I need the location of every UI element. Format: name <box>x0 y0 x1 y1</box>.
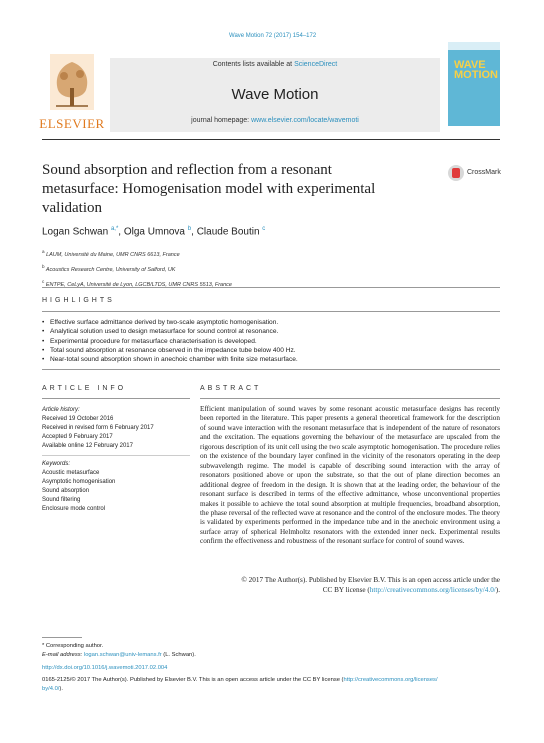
keyword: Enclosure mode control <box>42 506 106 512</box>
journal-cover-image <box>448 42 500 126</box>
cc-license-link[interactable]: http://creativecommons.org/licenses/by/4.0/ <box>369 585 496 594</box>
author-affiliation-marker[interactable]: a,* <box>110 226 119 232</box>
journal-homepage-link[interactable]: www.elsevier.com/locate/wavemoti <box>251 117 359 124</box>
highlights-top-rule <box>42 287 500 288</box>
footnote-rule <box>42 637 82 638</box>
history-entry: Available online 12 February 2017 <box>42 443 133 449</box>
highlight-item: • Total sound absorption at resonance observed in the impedance tube below 400 Hz. <box>42 346 500 355</box>
keywords-label: Keywords: <box>42 461 71 467</box>
abstract-heading: ABSTRACT <box>200 385 262 392</box>
abstract-rule <box>200 398 500 399</box>
author-name: Logan Schwan <box>42 226 109 238</box>
abstract-text: Efficient manipulation of sound waves by some resonant acoustic metasurface designs has recently been reported in the literature. This paper presents a general theoretical framework for the description of sound wave interaction with the resonant metasurface that is independent of the nature of resonators and the excitation. The equations governing the behaviour of the metasurface are upscaled from the rigorous description of its unit cell using the two scale asymptotic homogenisation. The procedure relies on the existence of the boundary layer confined in the vicinity of the resonators operating in the deep subwavelength regime. The model is capable of describing sound interaction with the array of resonators positioned above or upon the substrate, so that the out of plane direction becomes an additional degree of freedom in the design. It is shown that at the leading order, the behaviour of the resonant surface is described in terms of the effective admittance, whose unconventional properties makes it possible to achieve the total sound absorption at multiple frequencies, broadband absorption, the phase reversal of the reflected wave at resonance and the control of the enclosure modes. The theory is validated by experiments performed in the impedance tube and in the anechoic environment using a surface array of spherical Helmholtz resonators with the extended inner neck. Experimental results confirm the effectiveness and robustness of the resonant surface for control of sound waves. <box>200 405 500 546</box>
copyright-line: CC BY license (http://creativecommons.org/licenses/by/4.0/). <box>322 585 500 594</box>
keyword: Asymptotic homogenisation <box>42 479 116 485</box>
article-title: Sound absorption and reflection from a resonant metasurface: Homogenisation model with experimental validation <box>42 162 376 216</box>
journal-title: Wave Motion <box>231 86 319 103</box>
keywords-rule <box>42 455 190 456</box>
author-name: Olga Umnova <box>123 226 185 238</box>
doi-link[interactable]: http://dx.doi.org/10.1016/j.wavemoti.2017.02.004 <box>42 665 168 671</box>
author-affiliation-marker[interactable]: c <box>262 226 266 232</box>
author-name: Claude Boutin <box>196 226 260 238</box>
author-affiliation-marker[interactable]: b <box>187 226 192 232</box>
history-entry: Accepted 9 February 2017 <box>42 434 113 440</box>
affiliation-list <box>42 246 500 290</box>
footnote-email: E-mail address: logan.schwan@univ-lemans.fr (L. Schwan). <box>42 652 196 658</box>
affiliation: $^a$ LAUM, Université du Maine, UMR CNRS 6613, France <box>42 249 180 258</box>
crossmark-badge[interactable] <box>448 165 504 187</box>
highlights-bottom-rule <box>42 369 500 370</box>
highlights-list <box>42 318 500 364</box>
cover-title <box>454 60 498 80</box>
contents-line <box>110 61 440 68</box>
cover-top-bar <box>448 42 500 50</box>
sciencedirect-link[interactable]: ScienceDirect <box>294 61 338 68</box>
article-history-label: Article history: <box>42 407 80 413</box>
journal-reference-text[interactable]: Wave Motion 72 (2017) 154–172 <box>229 33 317 39</box>
article-history <box>42 406 192 451</box>
license-link-continued[interactable]: by/4.0/ <box>42 686 60 692</box>
license-line: 0165-2125/© 2017 The Author(s). Published by Elsevier B.V. This is an open access article under the CC BY license (http://creativecommons.org/licenses/ by/4.0/). <box>42 677 438 692</box>
affiliation: $^c$ ENTPE, CeLyA, Université de Lyon, LGCB/LTDS, UMR CNRS 5513, France <box>42 278 232 288</box>
author-list: Logan Schwan $^{a,*}$, Olga Umnova $^b$, Claude Boutin $^c$ <box>42 226 266 238</box>
corresponding-author-footnote <box>42 642 342 660</box>
affiliation: $^b$ Acoustics Research Centre, University of Salford, UK <box>42 263 176 273</box>
homepage-prefix: journal homepage: <box>191 117 252 124</box>
article-info-heading: ARTICLE INFO <box>42 385 127 392</box>
highlight-item: • Analytical solution used to design metasurface for sound control at resonance. <box>42 327 500 336</box>
cover-title-line-2: MOTION <box>454 69 498 81</box>
highlights-heading: HIGHLIGHTS <box>42 297 115 304</box>
keyword: Sound filtering <box>42 497 81 503</box>
keyword: Sound absorption <box>42 488 90 494</box>
crossmark-icon <box>448 165 464 181</box>
footnote-corresponding: * Corresponding author. <box>42 643 104 649</box>
history-entry: Received 19 October 2016 <box>42 416 114 422</box>
crossmark-label: CrossMark <box>467 169 501 176</box>
copyright-notice <box>200 576 500 595</box>
highlight-item: • Experimental procedure for metasurface characterisation is developed. <box>42 337 500 346</box>
elsevier-wordmark: ELSEVIER <box>39 116 105 131</box>
license-link[interactable]: http://creativecommons.org/licenses/ <box>343 677 438 683</box>
contents-prefix: Contents lists available at <box>212 61 295 68</box>
header-divider <box>42 139 500 140</box>
highlight-item: • Effective surface admittance derived by two-scale asymptotic homogenisation. <box>42 318 500 327</box>
email-link[interactable]: logan.schwan@univ-lemans.fr <box>83 652 162 658</box>
history-entry: Received in revised form 6 February 2017 <box>42 425 154 431</box>
copyright-line: © 2017 The Author(s). Published by Elsevier B.V. This is an open access article under the <box>241 576 500 584</box>
keyword: Acoustic metasurface <box>42 470 100 476</box>
cover-title-line-1: WAVE <box>454 59 486 71</box>
highlight-item: • Near-total sound absorption shown in anechoic chamber with finite size metasurface. <box>42 355 500 364</box>
article-info-rule <box>42 398 190 399</box>
keywords <box>42 460 192 514</box>
journal-homepage-line <box>110 117 440 124</box>
highlights-heading-rule <box>42 311 500 312</box>
